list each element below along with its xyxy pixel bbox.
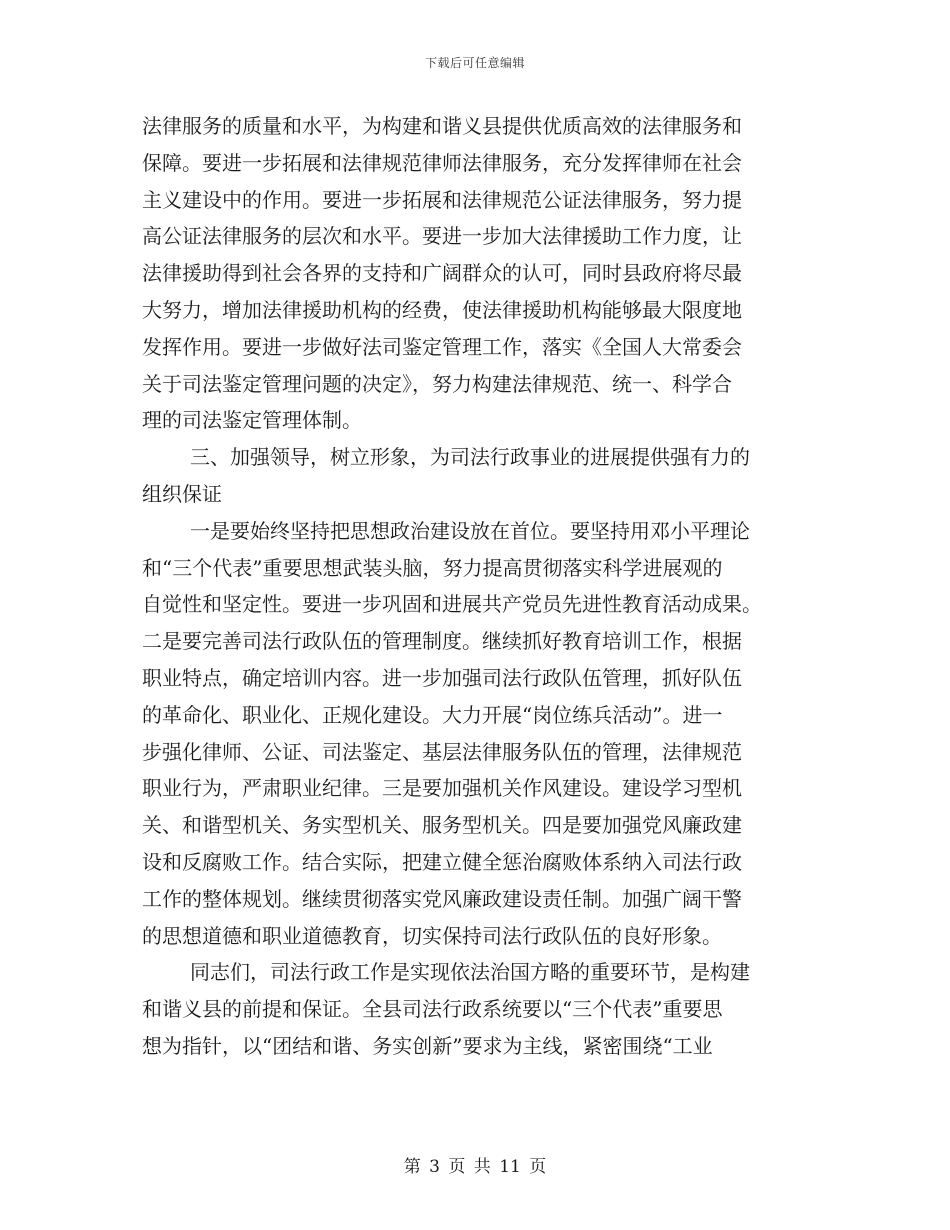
- text-line: 主义建设中的作用。要进一步拓展和法律规范公证法律服务，努力提: [142, 187, 742, 212]
- text-line: 想为指针，以“团结和谐、务实创新”要求为主线，紧密围绕“工业: [142, 1033, 713, 1058]
- paragraph-start-line: 一是要始终坚持把思想政治建设放在首位。要坚持用邓小平理论: [190, 518, 750, 543]
- paragraph-start-line: 同志们，司法行政工作是实现依法治国方略的重要环节，是构建: [190, 960, 750, 985]
- document-body: [142, 108, 802, 1065]
- text-line: 职业特点，确定培训内容。进一步加强司法行政队伍管理，抓好队伍: [142, 665, 742, 690]
- text-line: 和“三个代表”重要思想武装头脑，努力提高贯彻落实科学进展观的: [142, 555, 723, 580]
- text-line: 步强化律师、公证、司法鉴定、基层法律服务队伍的管理，法律规范: [142, 739, 742, 764]
- text-line: 自觉性和坚定性。要进一步巩固和进展共产党员先进性教育活动成果。: [142, 592, 762, 617]
- text-line: 的思想道德和职业道德教育，切实保持司法行政队伍的良好形象。: [142, 923, 722, 948]
- section-heading-line: 三、加强领导，树立形象，为司法行政事业的进展提供强有力的: [190, 445, 750, 470]
- text-line: 法律援助得到社会各界的支持和广阔群众的认可，同时县政府将尽最: [142, 261, 742, 286]
- text-line: 工作的整体规划。继续贯彻落实党风廉政建设责任制。加强广阔干警: [142, 886, 742, 911]
- text-line: 职业行为，严肃职业纪律。三是要加强机关作风建设。建设学习型机: [142, 776, 742, 801]
- text-line: 理的司法鉴定管理体制。: [142, 408, 362, 433]
- page-number-footer: 第 3 页 共 11 页: [403, 1157, 547, 1177]
- text-line: 法律服务的质量和水平，为构建和谐义县提供优质高效的法律服务和: [142, 114, 742, 138]
- text-line: 和谐义县的前提和保证。全县司法行政系统要以“三个代表”重要思: [142, 997, 723, 1022]
- text-line: 关、和谐型机关、务实型机关、服务型机关。四是要加强党风廉政建: [142, 813, 742, 838]
- page-header: 下载后可任意编辑: [424, 56, 525, 70]
- text-line: 大努力，增加法律援助机构的经费，使法律援助机构能够最大限度地: [142, 297, 742, 322]
- text-line: 设和反腐败工作。结合实际，把建立健全惩治腐败体系纳入司法行政: [142, 849, 742, 874]
- text-line: 保障。要进一步拓展和法律规范律师法律服务，充分发挥律师在社会: [142, 150, 742, 175]
- text-line: 关于司法鉴定管理问题的决定》，努力构建法律规范、统一、科学合: [142, 371, 732, 396]
- text-line: 发挥作用。要进一步做好法司鉴定管理工作，落实《全国人大常委会: [142, 334, 742, 359]
- text-line: 的革命化、职业化、正规化建设。大力开展“岗位练兵活动”。进一: [142, 702, 723, 727]
- section-heading-line: 组织保证: [142, 481, 222, 506]
- text-line: 高公证法律服务的层次和水平。要进一步加大法律援助工作力度，让: [142, 224, 742, 249]
- text-line: 二是要完善司法行政队伍的管理制度。继续抓好教育培训工作，根据: [142, 629, 742, 654]
